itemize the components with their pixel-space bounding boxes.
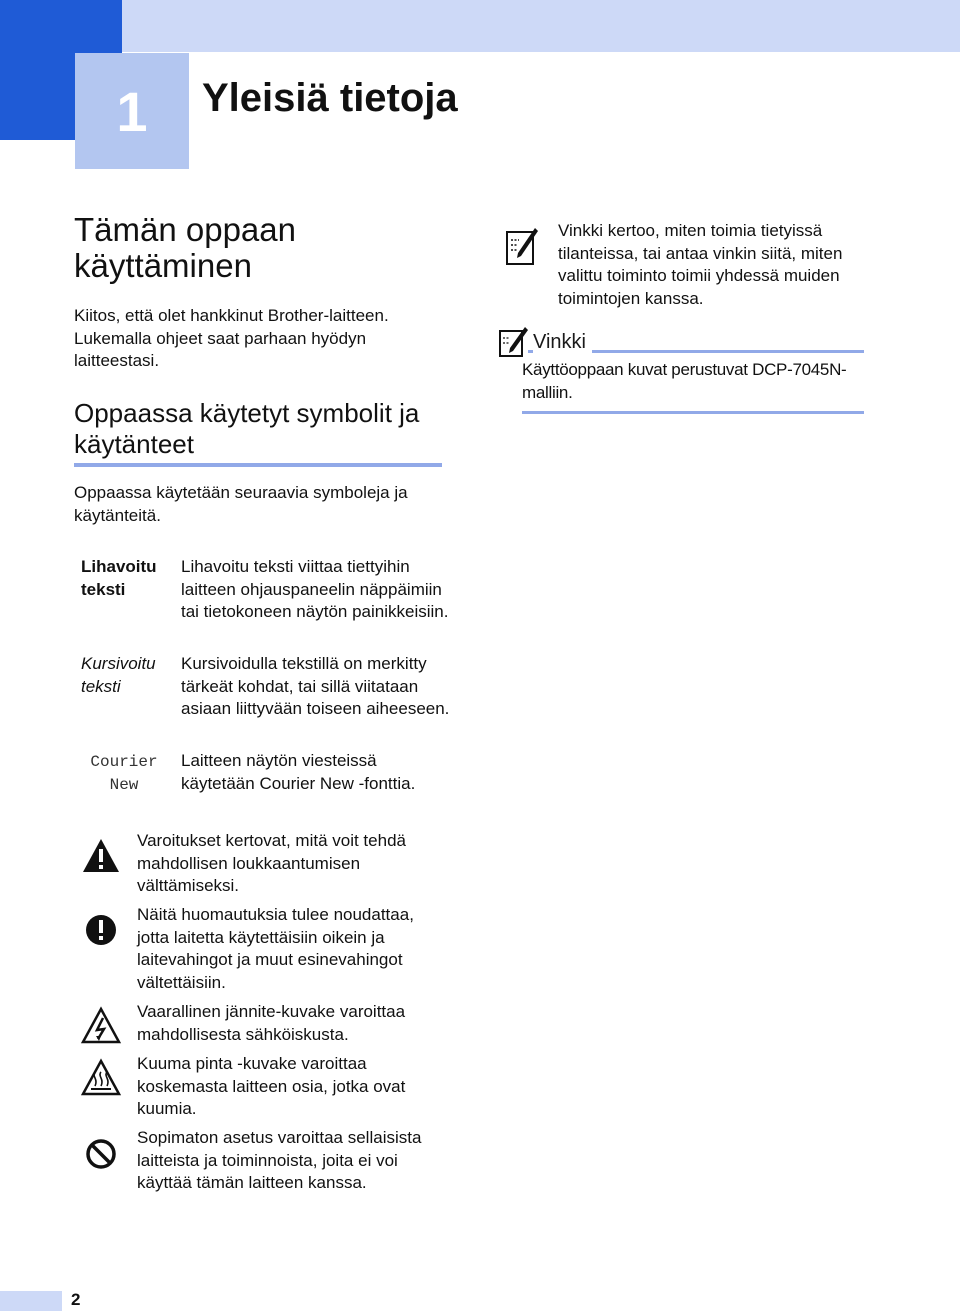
prohibited-icon: [80, 1134, 122, 1174]
note-pencil-icon: [505, 226, 539, 266]
convention-term-courier: Courier New: [90, 753, 158, 794]
warning-triangle-icon: [80, 836, 122, 876]
subsection-heading: Oppaassa käytetyt symbolit ja käytänteet: [74, 398, 420, 459]
header-light-band: [122, 0, 960, 52]
hot-surface-text: Kuuma pinta -kuvake varoittaa koskemasta laitteen osia, jotka ovat kuumia.: [137, 1054, 406, 1118]
note-icon-description: Vinkki kertoo, miten toimia tietyissä tilanteissa, tai antaa vinkin siitä, miten valittu toiminto toimii yhdessä muiden toimintojen kanssa.: [558, 221, 843, 308]
warning-text: Varoitukset kertovat, mitä voit tehdä mahdollisen loukkaantumisen välttämiseksi.: [137, 831, 406, 895]
caution-exclamation-icon: [80, 910, 122, 950]
note-pencil-small-icon: [498, 326, 530, 358]
convention-desc-italic: Kursivoidulla tekstillä on merkitty tärkeät kohdat, tai sillä viitataan asiaan liittyvään toiseen aiheeseen.: [181, 654, 450, 718]
caution-text: Näitä huomautuksia tulee noudattaa, jotta laitetta käytettäisiin oikein ja laitevahingot ja muut esinevahingot vältettäisiin.: [137, 905, 414, 992]
note-text: Käyttöoppaan kuvat perustuvat DCP-7045N-malliin.: [522, 360, 847, 402]
section-divider: [74, 463, 442, 467]
page-tab: [0, 1291, 62, 1311]
chapter-title: Yleisiä tietoja: [202, 76, 458, 120]
note-bottom-rule: [522, 411, 864, 414]
electrical-hazard-text: Vaarallinen jännite-kuvake varoittaa mahdollisesta sähköiskusta.: [137, 1002, 406, 1044]
subsection-intro: Oppaassa käytetään seuraavia symboleja ja käytänteitä.: [74, 483, 408, 525]
chapter-number: 1: [75, 53, 191, 169]
prohibited-text: Sopimaton asetus varoittaa sellaisista laitteista ja toiminnoista, joita ei voi käyttää tämän laitteen kanssa.: [137, 1128, 422, 1192]
convention-term-bold: Lihavoitu teksti: [81, 557, 157, 599]
hot-surface-icon: [80, 1058, 122, 1098]
electrical-hazard-icon: [80, 1006, 122, 1046]
page-number: 2: [71, 1290, 81, 1309]
note-label: Vinkki: [533, 331, 592, 354]
convention-term-italic: Kursivoitu teksti: [81, 654, 156, 696]
convention-desc-courier: Laitteen näytön viesteissä käytetään Courier New -fonttia.: [181, 751, 416, 793]
convention-desc-bold: Lihavoitu teksti viittaa tiettyihin laitteen ohjauspaneelin näppäimiin tai tietokoneen näytön painikkeisiin.: [181, 557, 449, 621]
section-heading: Tämän oppaan käyttäminen: [74, 211, 296, 284]
intro-paragraph: Kiitos, että olet hankkinut Brother-laitteen. Lukemalla ohjeet saat parhaan hyödyn laitteestasi.: [74, 306, 389, 370]
